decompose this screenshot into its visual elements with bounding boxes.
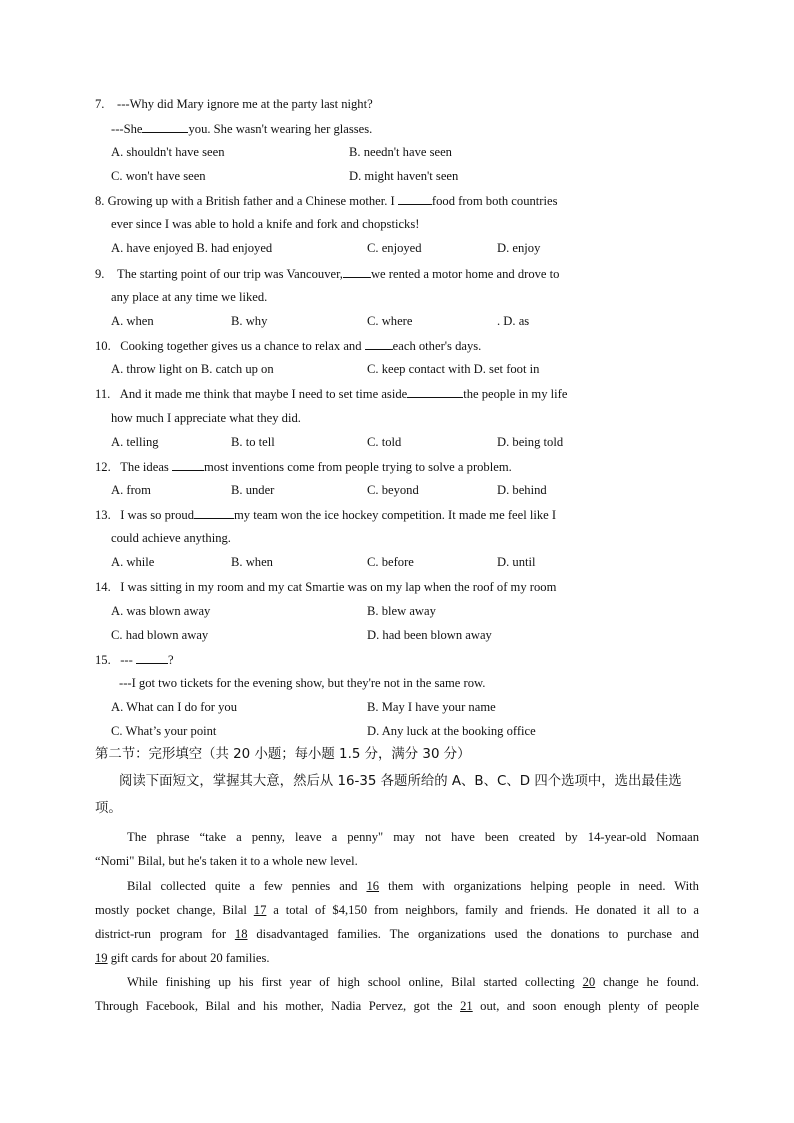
q8-blank [398, 192, 432, 205]
blank-number-18: 18 [234, 927, 248, 941]
passage-p3-line-1: While finishing up his first year of high school online, Bilal started collecting 20 change he found. [127, 975, 699, 989]
q11-stem-line: 11. And it made me think that maybe I need to set time aside the people in my life [95, 387, 568, 401]
blank-number-21: 21 [460, 999, 473, 1013]
q13-blank [194, 506, 234, 519]
passage-p1-line-2: “Nomi" Bilal, but he's taken it to a whole new level. [95, 854, 358, 868]
blank-number-19: 19 [95, 951, 108, 965]
q14-option-d: D. had been blown away [367, 628, 492, 642]
q11-option-d: D. being told [497, 435, 564, 449]
q15-option-c: C. What’s your point [111, 724, 217, 738]
q8-stem-line: 8. Growing up with a British father and a Chinese mother. I food from both countries [95, 194, 558, 208]
q10-blank [365, 337, 393, 350]
q11-stem-continued: how much I appreciate what they did. [111, 411, 301, 425]
q14-stem-line: 14. I was sitting in my room and my cat Smartie was on my lap when the roof of my room [95, 580, 557, 594]
q7-option-d: D. might haven't seen [349, 169, 459, 183]
section-heading: 第二节：完形填空（共 20 小题；每小题 1.5 分，满分 30 分） [95, 747, 471, 762]
q15-option-b: B. May I have your name [367, 700, 496, 714]
q9-option-b: B. why [231, 314, 268, 328]
q7-reply-line: ---She you. She wasn't wearing her glasses. [111, 122, 373, 136]
q11-blank [407, 385, 463, 398]
blank-number-20: 20 [582, 975, 596, 989]
q9-option-c: C. where [367, 314, 413, 328]
q7-option-a: A. shouldn't have seen [111, 145, 225, 159]
q13-option-b: B. when [231, 555, 273, 569]
q12-option-c: C. beyond [367, 483, 419, 497]
q11-option-b: B. to tell [231, 435, 275, 449]
section-instruction-line-1: 阅读下面短文，掌握其大意，然后从 16-35 各题所给的 A、B、C、D 四个选项中，选出最佳选 [119, 774, 682, 789]
passage-p1-line-1: The phrase “take a penny, leave a penny" may not have been created by 14-year-old Nomaan [127, 830, 699, 844]
q7-stem: ---Why did Mary ignore me at the party last night? [117, 97, 373, 111]
q7-option-c: C. won't have seen [111, 169, 206, 183]
q15-reply: ---I got two tickets for the evening show, but they're not in the same row. [119, 676, 486, 690]
q11-option-a: A. telling [111, 435, 159, 449]
q14-option-b: B. blew away [367, 604, 436, 618]
q7-blank [142, 120, 188, 133]
q14-option-c: C. had blown away [111, 628, 209, 642]
q13-option-d: D. until [497, 555, 536, 569]
q7-option-b: B. needn't have seen [349, 145, 452, 159]
blank-number-17: 17 [253, 903, 267, 917]
q15-stem-line: 15. --- ? [95, 653, 174, 667]
q13-option-a: A. while [111, 555, 155, 569]
passage-p3-line-2: Through Facebook, Bilal and his mother, Nadia Pervez, got the 21 out, and soon enough plenty of people [95, 999, 699, 1013]
q10-option-cd: C. keep contact with D. set foot in [367, 362, 540, 376]
q15-option-a: A. What can I do for you [111, 700, 238, 714]
passage-p2-line-3: district-run program for 18 disadvantaged families. The organizations used the donations to purchase and [95, 927, 699, 941]
q9-option-a: A. when [111, 314, 154, 328]
passage-p2-line-2: mostly pocket change, Bilal 17 a total of $4,150 from neighbors, family and friends. He donated it all to a [95, 903, 699, 917]
q15-option-d: D. Any luck at the booking office [367, 724, 536, 738]
section-instruction-line-2: 项。 [95, 801, 122, 816]
q10-option-ab: A. throw light on B. catch up on [111, 362, 274, 376]
q8-stem-continued: ever since I was able to hold a knife and fork and chopsticks! [111, 217, 420, 231]
q9-option-d: . D. as [497, 314, 530, 328]
q8-option-c: C. enjoyed [367, 241, 422, 255]
q9-stem-continued: any place at any time we liked. [111, 290, 268, 304]
q11-option-c: C. told [367, 435, 402, 449]
passage-p2-line-1: Bilal collected quite a few pennies and 16 them with organizations helping people in need. With [127, 879, 699, 893]
q8-option-ab: A. have enjoyed B. had enjoyed [111, 241, 273, 255]
q13-option-c: C. before [367, 555, 414, 569]
blank-number-16: 16 [366, 879, 380, 893]
q9-blank [343, 265, 371, 278]
q13-stem-line: 13. I was so proud my team won the ice hockey competition. It made me feel like I [95, 508, 557, 522]
q12-blank [172, 458, 204, 471]
q13-stem-continued: could achieve anything. [111, 531, 231, 545]
q9-stem-line: 9. The starting point of our trip was Vancouver, we rented a motor home and drove to [95, 267, 560, 281]
q14-option-a: A. was blown away [111, 604, 211, 618]
q15-blank [136, 651, 168, 664]
q12-option-a: A. from [111, 483, 151, 497]
passage-p2-line-4: 19 gift cards for about 20 families. [95, 951, 270, 965]
q7-number: 7. [95, 97, 105, 111]
q8-option-d: D. enjoy [497, 241, 541, 255]
q12-stem-line: 12. The ideas most inventions come from people trying to solve a problem. [95, 460, 512, 474]
q12-option-d: D. behind [497, 483, 547, 497]
q10-stem-line: 10. Cooking together gives us a chance to relax and each other's days. [95, 339, 482, 353]
q7-stem-line [95, 96, 373, 112]
q12-option-b: B. under [231, 483, 275, 497]
